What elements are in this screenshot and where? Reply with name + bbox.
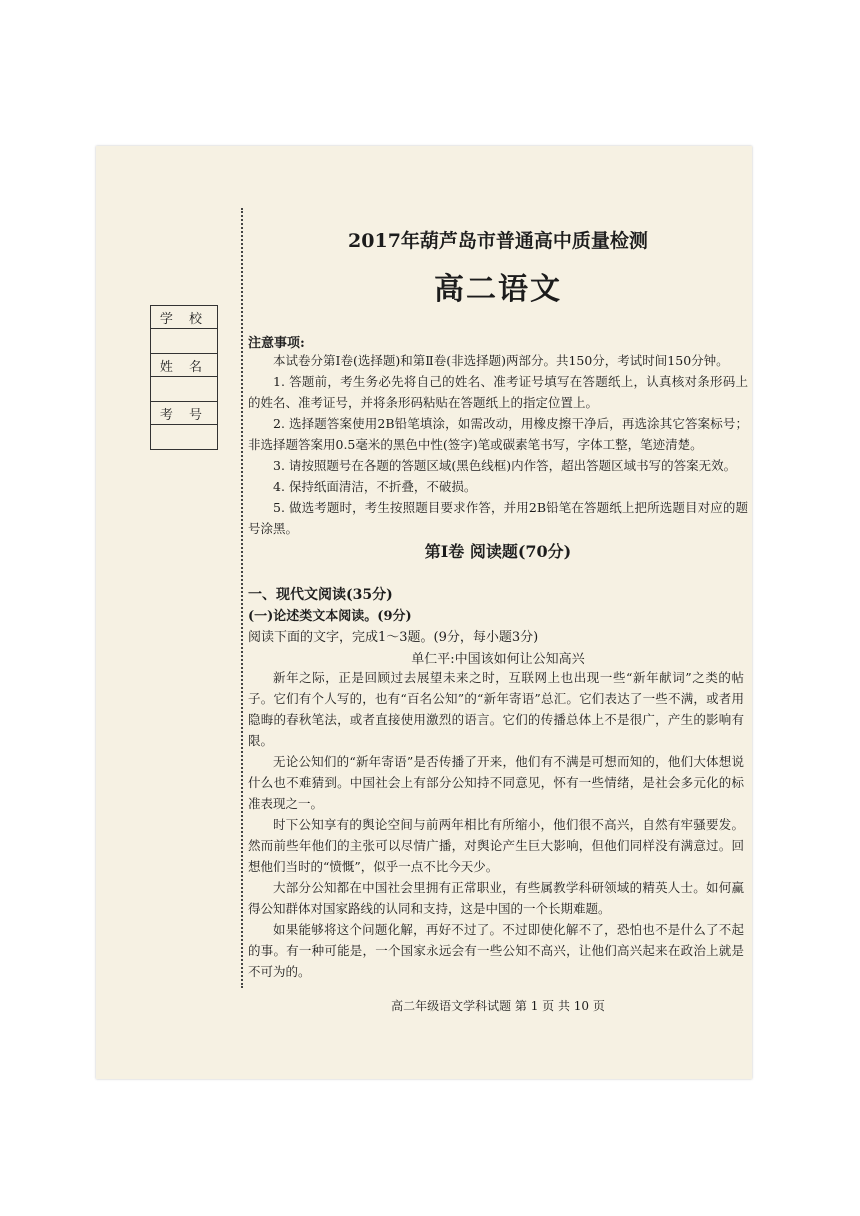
exam-title: 2017年葫芦岛市普通高中质量检测 <box>348 230 648 252</box>
article-paragraph: 大部分公知都在中国社会里拥有正常职业，有些属教学科研领域的精英人士。如何赢得公知群体对国家路线的认同和支持，这是中国的一个长期难题。 <box>248 880 744 916</box>
notice-item: 5. 做选考题时，考生按照题目要求作答，并用2B铅笔在答题纸上把所选题目对应的题号涂黑。 <box>248 500 748 536</box>
page-footer: 高二年级语文学科试题 第 1 页 共 10 页 <box>391 999 605 1013</box>
notice-item: 2. 选择题答案使用2B铅笔填涂，如需改动，用橡皮擦干净后，再选涂其它答案标号；非选择题答案用0.5毫米的黑色中性(签字)笔或碳素笔书写，字体工整，笔迹清楚。 <box>248 416 748 452</box>
subpart-heading: (一)论述类文本阅读。(9分) <box>248 609 412 624</box>
article-paragraph: 如果能够将这个问题化解，再好不过了。不过即使化解不了，恐怕也不是什么了不起的事。有一种可能是，一个国家永远会有一些公知不高兴，让他们高兴起来在政治上就是不可为的。 <box>248 922 744 979</box>
section-title: 第Ⅰ卷 阅读题(70分) <box>424 542 572 561</box>
student-info-table <box>150 305 218 450</box>
article-paragraph: 新年之际，正是回顾过去展望未来之时，互联网上也出现一些“新年献词”之类的帖子。它们有个人写的，也有“百名公知”的“新年寄语”总汇。它们表达了一些不满，或者用隐晦的春秋笔法，或者直接使用激烈的语言。它们的传播总体上不是很广，产生的影响有限。 <box>248 670 744 748</box>
school-label: 学 校 <box>151 306 218 329</box>
exam-number-label: 考 号 <box>151 402 218 425</box>
notice-heading: 注意事项: <box>248 336 305 351</box>
article-title: 单仁平:中国该如何让公知高兴 <box>411 652 585 667</box>
exam-number-field[interactable] <box>151 425 218 450</box>
notice-item: 1. 答题前，考生务必先将自己的姓名、准考证号填写在答题纸上，认真核对条形码上的姓名、准考证号，并将条形码粘贴在答题纸上的指定位置上。 <box>248 374 748 410</box>
article-paragraph: 无论公知们的“新年寄语”是否传播了开来，他们有不满是可想而知的，他们大体想说什么也不难猜到。中国社会上有部分公知持不同意见，怀有一些情绪，是社会多元化的标准表现之一。 <box>248 754 744 811</box>
name-field[interactable] <box>151 377 218 402</box>
notice-item: 4. 保持纸面清洁，不折叠，不破损。 <box>273 479 477 494</box>
binding-dashed-line <box>241 208 243 988</box>
article-paragraph: 时下公知享有的舆论空间与前两年相比有所缩小，他们很不高兴，自然有牢骚要发。然而前些年他们的主张可以尽情广播，对舆论产生巨大影响，但他们同样没有满意过。回想他们当时的“愤慨”，似乎一点不比今天少。 <box>248 817 744 874</box>
reading-instruction: 阅读下面的文字，完成1～3题。(9分，每小题3分) <box>248 630 539 645</box>
article-body <box>248 667 744 982</box>
school-field[interactable] <box>151 329 218 354</box>
notice-item: 本试卷分第Ⅰ卷(选择题)和第Ⅱ卷(非选择题)两部分。共150分，考试时间150分钟。 <box>273 353 729 368</box>
notice-item: 3. 请按照题号在各题的答题区域(黑色线框)内作答，超出答题区域书写的答案无效。 <box>273 458 737 473</box>
part-heading: 一、现代文阅读(35分) <box>248 587 393 603</box>
name-label: 姓 名 <box>151 354 218 377</box>
notice-list <box>248 350 748 539</box>
subject-title: 高二语文 <box>434 272 562 307</box>
